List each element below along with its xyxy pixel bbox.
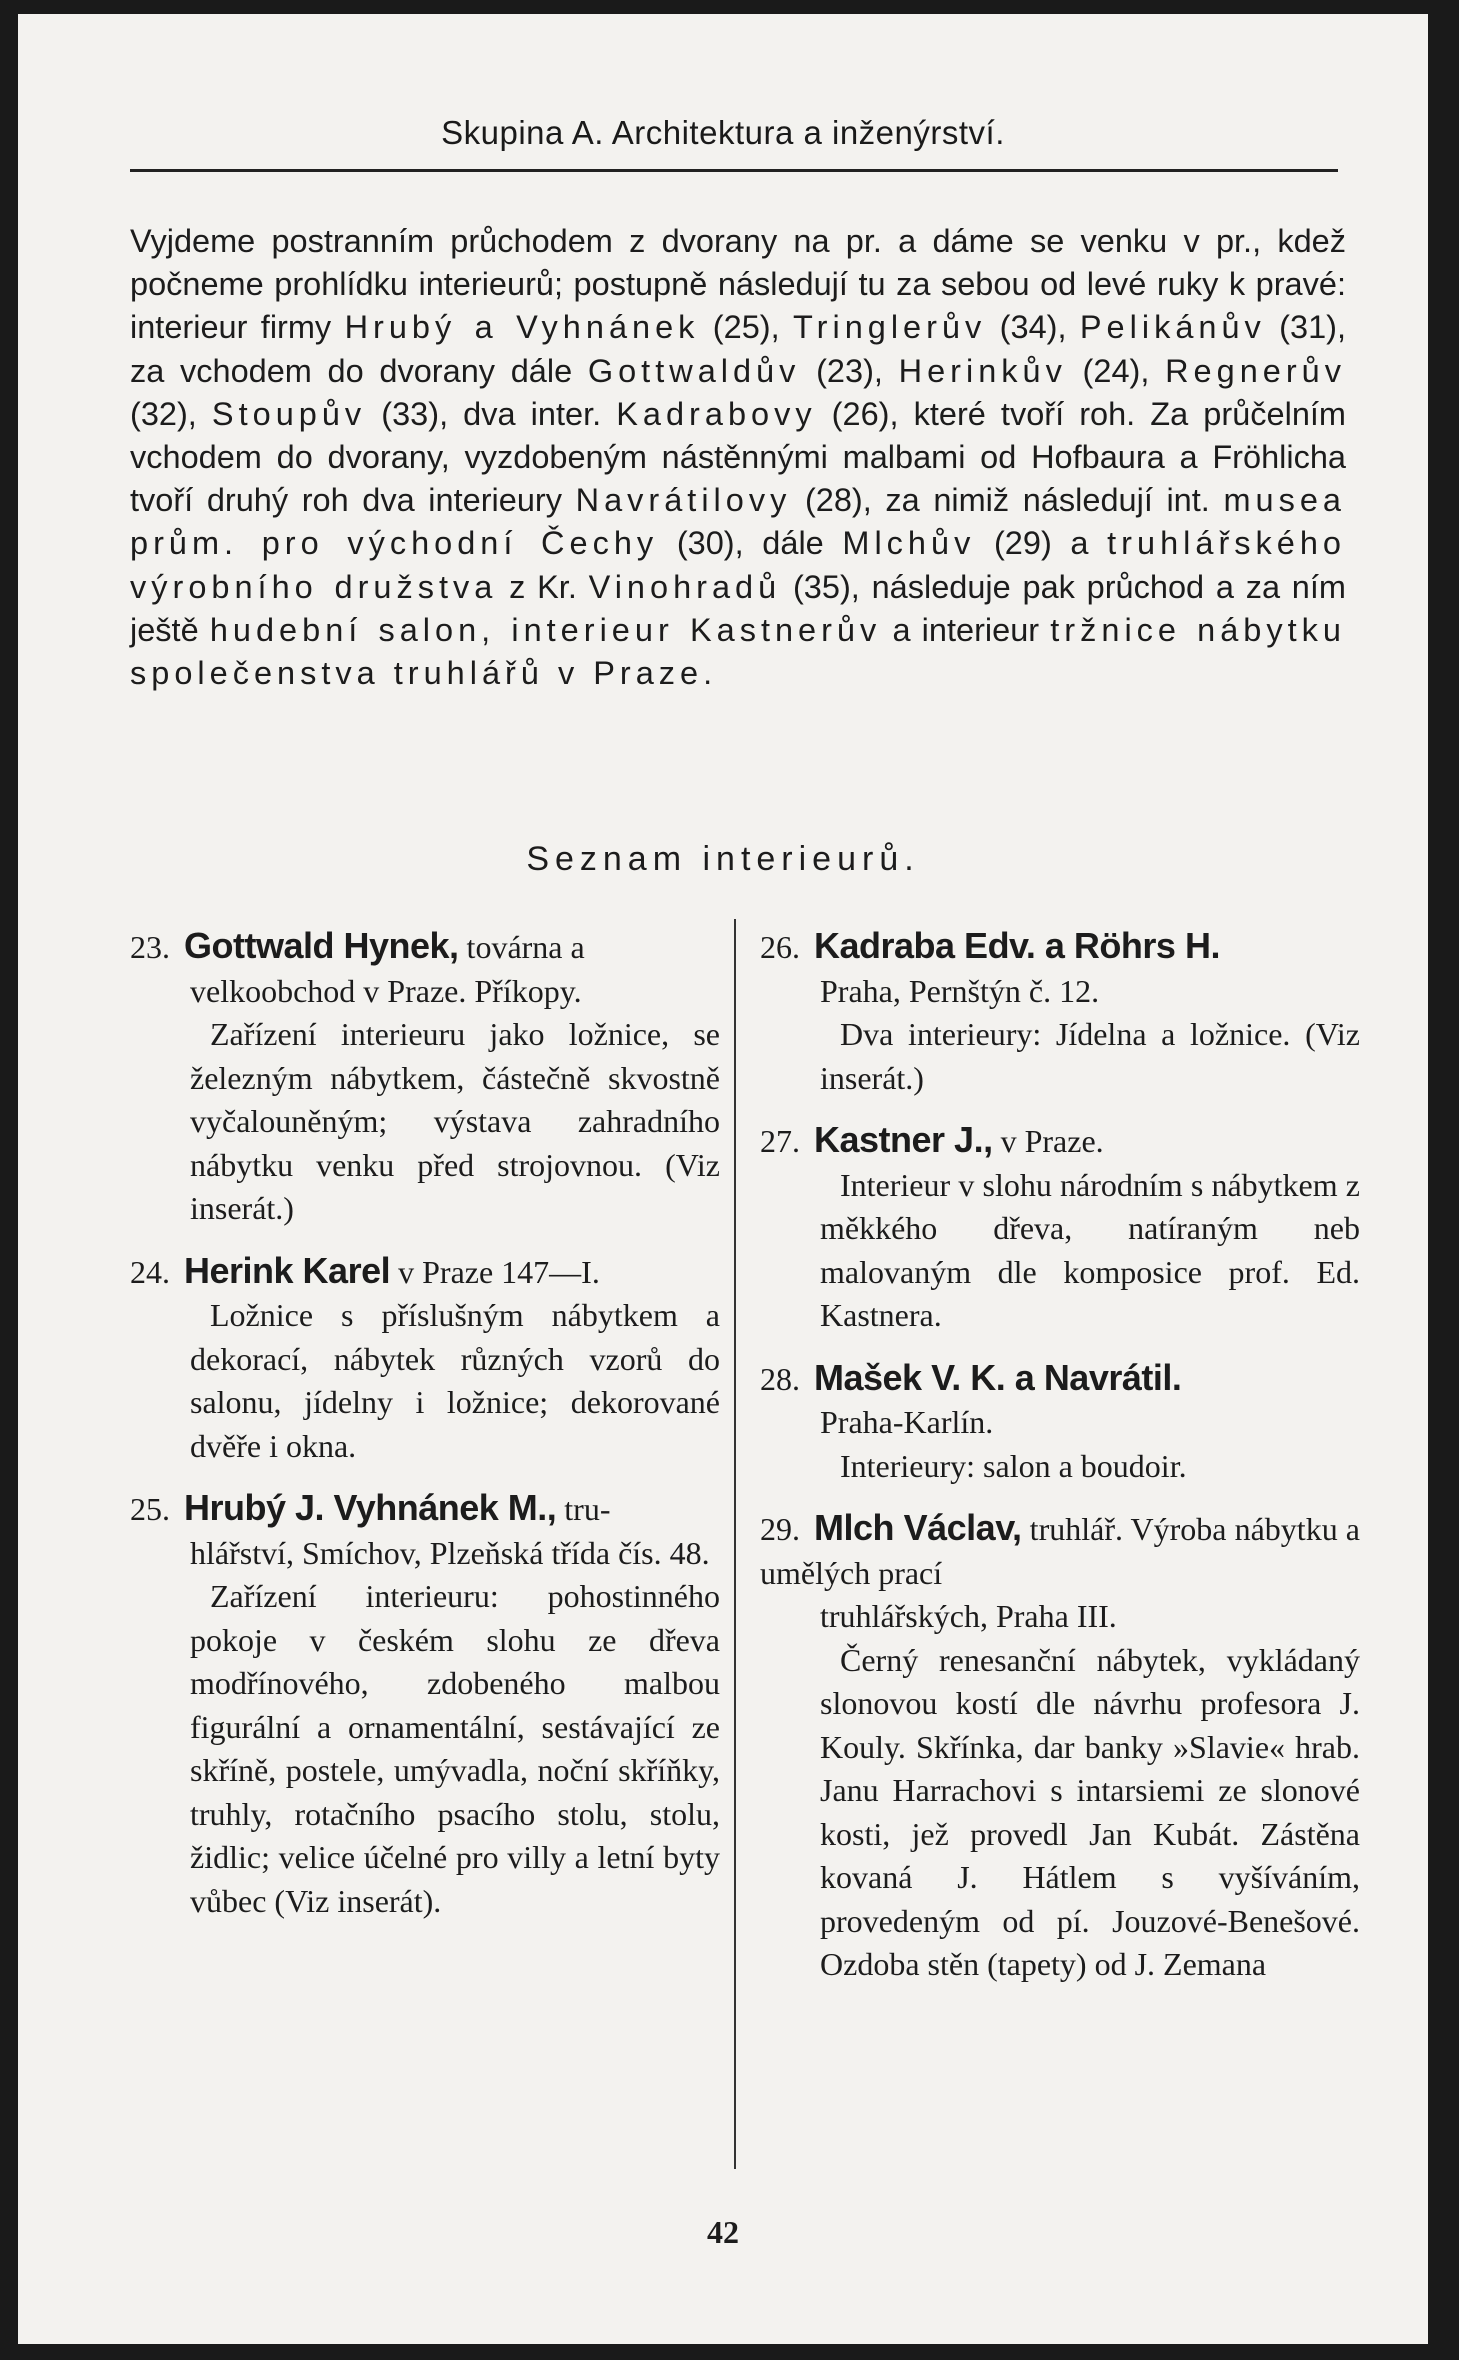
right-column bbox=[760, 924, 1360, 2005]
document-page bbox=[18, 14, 1428, 2344]
list-item: 26. Kadraba Edv. a Röhrs H. Praha, Pernštýn č. 12. Dva interieury: Jídelna a ložnice. (Viz inserát.) bbox=[760, 925, 1360, 1096]
intro-paragraph: Vyjdeme postranním průchodem z dvorany na pr. a dáme se venku v pr., kdež počneme prohlídku interieurů; postupně následují tu za sebou od levé ruky k pravé: interieur firmy Hrubý a Vyhnánek (25), Tringlerův (34), Pelikánův (31), za vchodem do dvorany dále Gottwaldův (23), Herinkův (24), Regnerův (32), Stoupův (33), dva inter. Kadrabovy (26), které tvoří roh. Za průčelním vchodem do dvorany, vyzdobeným nástěnnými malbami od Hofbaura a Fröhlicha tvoří druhý roh dva interieury Navrátilovy (28), za nimiž následují int. musea prům. pro východní Čechy (30), dále Mlchův (29) a truhlářského výrobního družstva z Kr. Vinohradů (35), následuje pak průchod a za ním ještě hudební salon, interieur Kastnerův a interieur tržnice nábytku společenstva truhlářů v Praze. bbox=[130, 223, 1347, 692]
column-divider bbox=[734, 919, 736, 2169]
header-rule bbox=[130, 169, 1338, 172]
running-header: Skupina A. Architektura a inženýrství. bbox=[441, 114, 1005, 151]
list-item: 28. Mašek V. K. a Navrátil. Praha-Karlín. Interieury: salon a boudoir. bbox=[760, 1356, 1187, 1484]
list-item: 25. Hrubý J. Vyhnánek M., tru- hlářství, Smíchov, Plzeňská třída čís. 48. Zařízení interieuru: pohostinného pokoje v českém slohu ze dřeva modřínového, zdobeného malbou figurální a ornamentální, sestávající ze skříně, postele, umývadla, noční skříňky, truhly, rotačního psacího stolu, stolu, židlic; velice účelné pro villy a letní byty vůbec (Viz inserát). bbox=[130, 1487, 720, 1919]
section-title: Seznam interieurů. bbox=[526, 840, 920, 878]
list-item: 24. Herink Karel v Praze 147—I. Ložnice s příslušným nábytkem a dekorací, nábytek různých vzorů do salonu, jídelny i ložnice; dekorované dvěře i okna. bbox=[130, 1249, 720, 1464]
left-column bbox=[130, 924, 720, 1941]
list-item: 23. Gottwald Hynek, továrna a velkoobchod v Praze. Příkopy. Zařízení interieuru jako ložnice, se železným nábytkem, částečně skvostně vyčalouněným; výstava zahradního nábytku venku před strojovnou. (Viz inserát.) bbox=[130, 925, 720, 1226]
page-number: 42 bbox=[707, 2214, 739, 2250]
list-item: 29. Mlch Václav, truhlář. Výroba nábytku a umělých prací truhlářských, Praha III. Černý renesanční nábytek, vykládaný slonovou kostí dle návrhu profesora J. Kouly. Skřínka, dar banky »Slavie« hrab. Janu Harrachovi s intarsiemi ze slonové kosti, jež provedl Jan Kubát. Zástěna kovaná J. Hátlem s vyšíváním, provedeným od pí. Jouzové-Benešové. Ozdoba stěn (tapety) od J. Zemana bbox=[760, 1507, 1361, 1982]
list-item: 27. Kastner J., v Praze. Interieur v slohu národním s nábytkem z měkkého dřeva, natíraným neb malovaným dle komposice prof. Ed. Kastnera. bbox=[760, 1119, 1360, 1333]
